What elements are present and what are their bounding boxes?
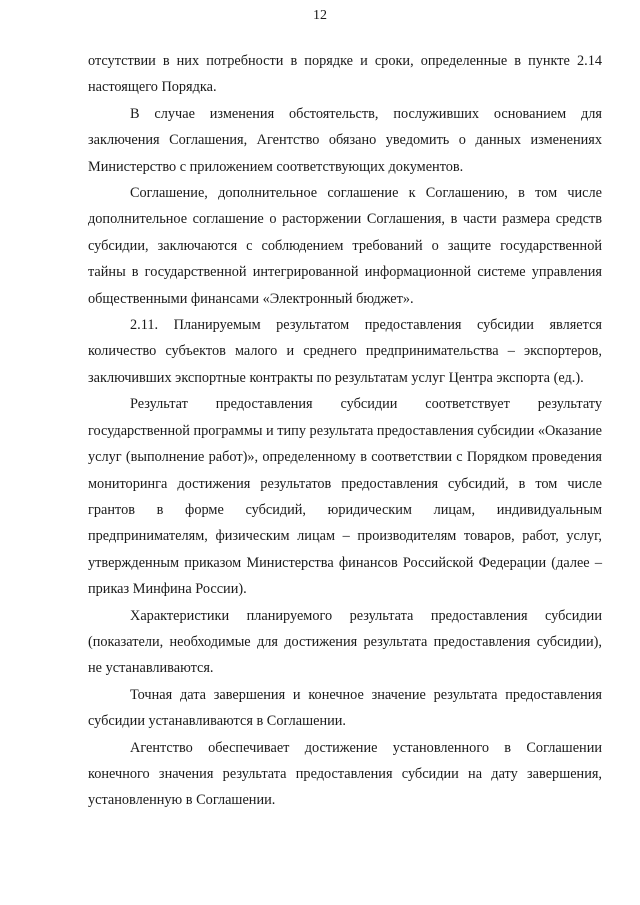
paragraph-completion-date: Точная дата завершения и конечное значение результата предоставления субсидии устанавливаются в Соглашении.	[88, 686, 602, 730]
paragraph-agreement-conclusion: Соглашение, дополнительное соглашение к Соглашению, в том числе дополнительное соглашение о расторжении Соглашения, в части размера средств субсидии, заключаются с соблюдением требований о защите государственной тайны в государственной интегрированной информационной системе управления общественными финансами «Электронный бюджет».	[88, 185, 602, 307]
paragraph-result-characteristics: Характеристики планируемого результата предоставления субсидии (показатели, необходимые для достижения результата предоставления субсидии), не устанавливаются.	[88, 607, 602, 677]
paragraph-clause-2-11: 2.11. Планируемым результатом предоставления субсидии является количество субъектов малого и среднего предпринимательства – экспортеров, заключивших экспортные контракты по результатам услуг Центра экспорта (ед.).	[88, 317, 602, 386]
paragraph-continuation: отсутствии в них потребности в порядке и сроки, определенные в пункте 2.14 настоящего Порядка.	[88, 53, 602, 96]
document-body	[88, 48, 602, 814]
paragraph-circumstances-change: В случае изменения обстоятельств, послуживших основанием для заключения Соглашения, Агентство обязано уведомить о данных изменениях Министерство с приложением соответствующих документов.	[88, 105, 602, 175]
paragraph-result-correspondence: Результат предоставления субсидии соответствует результату государственной программы и типу результата предоставления субсидии «Оказание услуг (выполнение работ)», определенному в соответствии с Порядком проведения мониторинга достижения результатов предоставления субсидий, в том числе грантов в форме субсидий, юридическим лицам, индивидуальным предпринимателям, физическим лицам – производителям товаров, работ, услуг, утвержденным приказом Министерства финансов Российской Федерации (далее – приказ Минфина России).	[88, 396, 603, 598]
page-number: 12	[313, 8, 327, 23]
paragraph-agency-ensures: Агентство обеспечивает достижение установленного в Соглашении конечного значения результата предоставления субсидии на дату завершения, установленную в Соглашении.	[88, 739, 602, 809]
